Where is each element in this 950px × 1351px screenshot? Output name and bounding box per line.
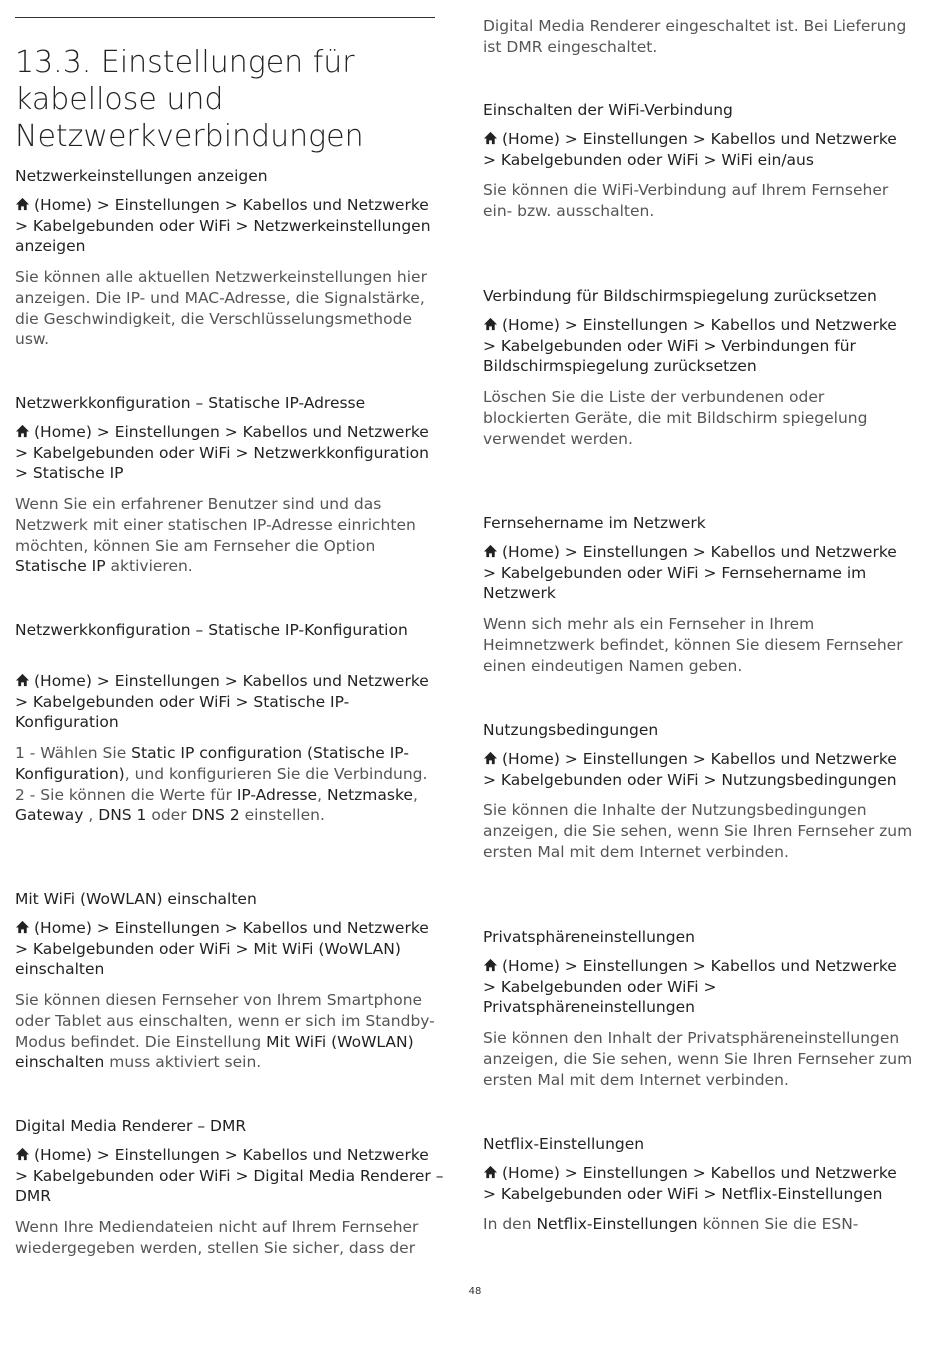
- section-title: Verbindung für Bildschirmspiegelung zurücksetzen: [483, 287, 877, 305]
- text-emphasis: IP-Adresse: [236, 785, 318, 804]
- menu-path: [483, 956, 913, 1018]
- menu-path: [483, 749, 913, 790]
- section-title: Netflix-Einstellungen: [483, 1135, 645, 1153]
- menu-path-text: (Home) > Einstellungen > Kabellos und Netzwerke > Kabelgebunden oder WiFi > Netzwerkkonfiguration > Statische IP: [15, 423, 429, 483]
- section-title: Einschalten der WiFi-Verbindung: [483, 101, 733, 119]
- text-emphasis: Mit WiFi (WoWLAN) einschalten: [15, 1032, 414, 1072]
- section-title: Netzwerkkonfiguration – Statische IP-Konfiguration: [15, 621, 408, 639]
- section-title: Fernsehername im Netzwerk: [483, 514, 706, 532]
- section-text: [483, 1214, 913, 1235]
- menu-path-text: (Home) > Einstellungen > Kabellos und Netzwerke > Kabelgebunden oder WiFi > Mit WiFi (WoWLAN) einschalten: [15, 919, 429, 979]
- menu-path: [15, 671, 445, 733]
- text-emphasis: Statische IP: [15, 557, 106, 576]
- section-title: Privatsphäreneinstellungen: [483, 928, 695, 946]
- chapter-title: 13.3. Einstellungen für kabellose und Netzwerkverbindungen: [15, 45, 364, 154]
- section-text: Sie können die WiFi-Verbindung auf Ihrem Fernseher ein- bzw. ausschalten.: [483, 181, 889, 221]
- menu-path-text: (Home) > Einstellungen > Kabellos und Netzwerke > Kabelgebunden oder WiFi > WiFi ein/aus: [483, 130, 897, 169]
- section-text: [15, 494, 445, 577]
- section-title: Netzwerkeinstellungen anzeigen: [15, 167, 268, 185]
- menu-path: [483, 542, 913, 604]
- section-terms-of-use: [483, 720, 913, 863]
- home-icon: [15, 920, 30, 934]
- menu-path-text: (Home) > Einstellungen > Kabellos und Netzwerke > Kabelgebunden oder WiFi > Netflix-Einstellungen: [483, 1164, 897, 1203]
- section-text: Sie können die Inhalte der Nutzungsbedingungen anzeigen, die Sie sehen, wenn Sie Ihren Fernseher zum ersten Mal mit dem Internet verbinden.: [483, 801, 913, 861]
- step-1: [15, 743, 445, 784]
- menu-path: [15, 918, 445, 980]
- text-part: , und konfigurieren Sie die Verbindung.: [124, 764, 428, 783]
- text-part: Sie können diesen Fernseher von Ihrem Smartphone oder Tablet aus einschalten, wenn er sich im Standby-Modus befindet. Die Einstellung: [15, 991, 435, 1051]
- section-text: Sie können alle aktuellen Netzwerkeinstellungen hier anzeigen. Die IP- und MAC-Adresse, die Signalstärke, die Geschwindigkeit, die Verschlüsselungsmethode usw.: [15, 268, 427, 349]
- section-title: Mit WiFi (WoWLAN) einschalten: [15, 890, 257, 908]
- section-screen-mirroring-reset: [483, 286, 913, 449]
- section-text: Sie können den Inhalt der Privatsphäreneinstellungen anzeigen, die Sie sehen, wenn Sie Ihren Fernseher zum ersten Mal mit dem Internet verbinden.: [483, 1029, 913, 1089]
- menu-path-text: (Home) > Einstellungen > Kabellos und Netzwerke > Kabelgebunden oder WiFi > Privatsphäreneinstellungen: [483, 957, 897, 1017]
- section-dmr: [15, 1116, 445, 1259]
- section-network-settings: [15, 166, 445, 350]
- text-emphasis: DNS 1: [98, 806, 147, 825]
- home-icon: [15, 197, 30, 211]
- section-title: Netzwerkkonfiguration – Statische IP-Adresse: [15, 394, 366, 412]
- menu-path-text: (Home) > Einstellungen > Kabellos und Netzwerke > Kabelgebunden oder WiFi > Fernsehername im Netzwerk: [483, 543, 897, 603]
- home-icon: [15, 424, 30, 438]
- menu-path: [15, 1145, 445, 1207]
- text-part: aktivieren.: [105, 557, 193, 576]
- section-title: Nutzungsbedingungen: [483, 721, 659, 739]
- text-part: ,: [317, 785, 327, 804]
- home-icon: [483, 958, 498, 972]
- section-static-ip: [15, 393, 445, 577]
- section-netflix-settings: [483, 1134, 913, 1235]
- text-emphasis: DNS 2: [191, 806, 240, 825]
- text-emphasis: Static IP configuration (Statische IP-Konfiguration): [15, 744, 409, 783]
- home-icon: [483, 131, 498, 145]
- page-number: 48: [468, 1286, 482, 1297]
- menu-path: [483, 129, 913, 170]
- menu-path-text: (Home) > Einstellungen > Kabellos und Netzwerke > Kabelgebunden oder WiFi > Statische IP-Konfiguration: [15, 672, 429, 732]
- home-icon: [483, 544, 498, 558]
- menu-path-text: (Home) > Einstellungen > Kabellos und Netzwerke > Kabelgebunden oder WiFi > Nutzungsbedingungen: [483, 750, 897, 789]
- section-text: Wenn Ihre Mediendateien nicht auf Ihrem Fernseher wiedergegeben werden, stellen Sie sicher, dass der: [15, 1218, 419, 1257]
- text-part: einstellen.: [239, 806, 325, 825]
- home-icon: [15, 1147, 30, 1161]
- text-part: In den: [483, 1215, 537, 1234]
- top-rule: [15, 17, 435, 18]
- home-icon: [483, 751, 498, 765]
- section-privacy-settings: [483, 927, 913, 1090]
- section-text: Löschen Sie die Liste der verbundenen oder blockierten Geräte, die mit Bildschirm spiegelung verwendet werden.: [483, 388, 868, 448]
- section-text: [15, 990, 445, 1073]
- text-part: können Sie die ESN-: [697, 1215, 859, 1234]
- section-wifi-on-off: [483, 100, 913, 222]
- section-title: Digital Media Renderer – DMR: [15, 1117, 247, 1135]
- text-part: 2 - Sie können die Werte für: [15, 785, 237, 804]
- text-part: 1 - Wählen Sie: [15, 744, 132, 763]
- section-static-ip-config: [15, 620, 445, 826]
- home-icon: [483, 317, 498, 331]
- text-part: Wenn Sie ein erfahrener Benutzer sind und das Netzwerk mit einer statischen IP-Adresse einrichten möchten, können Sie am Fernseher die Option: [15, 495, 416, 555]
- text-part: ,: [83, 806, 99, 825]
- menu-path-text: (Home) > Einstellungen > Kabellos und Netzwerke > Kabelgebunden oder WiFi > Verbindungen für Bildschirmspiegelung zurücksetzen: [483, 316, 897, 376]
- text-part: oder: [146, 806, 192, 825]
- text-emphasis: Netflix-Einstellungen: [536, 1215, 698, 1234]
- home-icon: [483, 1165, 498, 1179]
- continued-text: Digital Media Renderer eingeschaltet ist. Bei Lieferung ist DMR eingeschaltet.: [483, 17, 907, 56]
- menu-path: [15, 195, 445, 257]
- text-part: muss aktiviert sein.: [104, 1053, 262, 1072]
- section-text: Wenn sich mehr als ein Fernseher in Ihrem Heimnetzwerk befindet, können Sie diesem Fernseher einen eindeutigen Namen geben.: [483, 615, 903, 675]
- menu-path: [483, 1163, 913, 1204]
- section-tv-network-name: [483, 513, 913, 676]
- menu-path: [483, 315, 913, 377]
- text-part: ,: [412, 785, 418, 804]
- menu-path-text: (Home) > Einstellungen > Kabellos und Netzwerke > Kabelgebunden oder WiFi > Netzwerkeinstellungen anzeigen: [15, 196, 431, 256]
- step-2: [15, 785, 445, 826]
- menu-path: [15, 422, 445, 484]
- text-emphasis: Gateway: [15, 806, 84, 825]
- text-emphasis: Netzmaske: [326, 785, 413, 804]
- home-icon: [15, 673, 30, 687]
- menu-path-text: (Home) > Einstellungen > Kabellos und Netzwerke > Kabelgebunden oder WiFi > Digital Media Renderer – DMR: [15, 1146, 444, 1206]
- section-wowlan: [15, 889, 445, 1073]
